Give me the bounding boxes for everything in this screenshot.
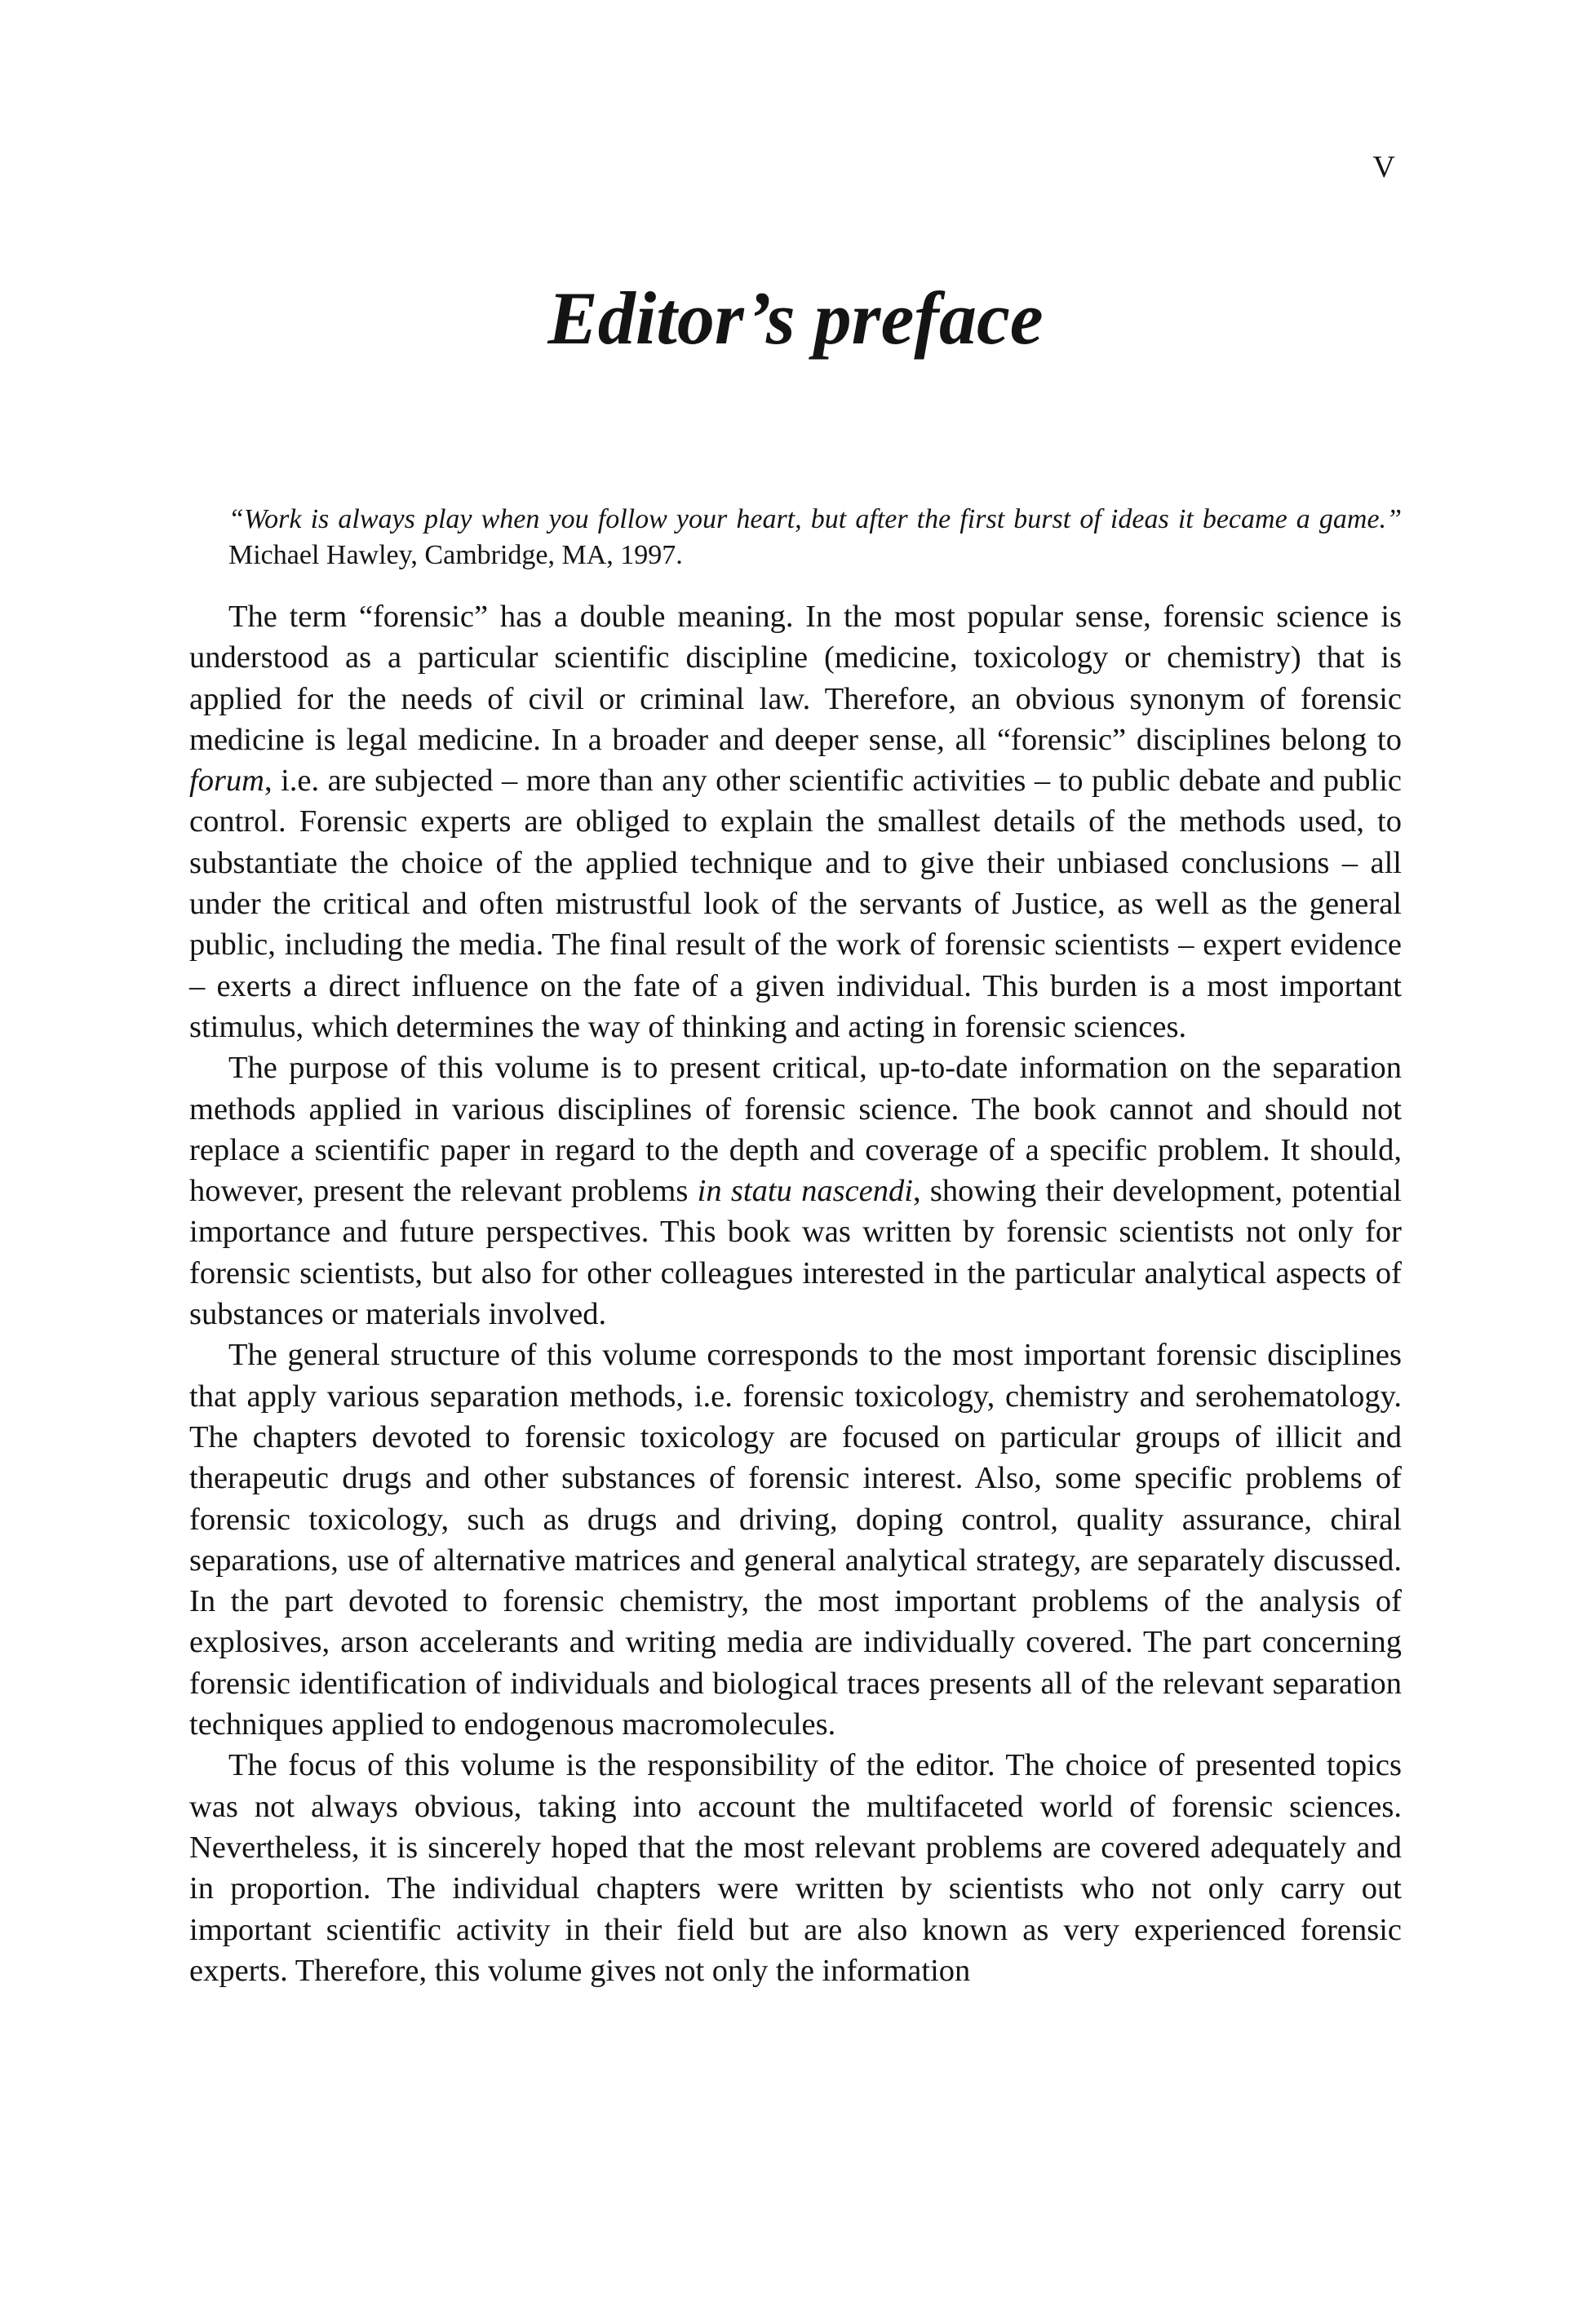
- paragraph-text: The purpose of this volume is to present critical, up-to-date information on the separation methods applied in various disciplines of forensic science. The book cannot and should not replace a scientific paper in regard to the depth and coverage of a specific problem. It should, however, present the relevant problems: [189, 1051, 1402, 1209]
- paragraph-text: The term “forensic” has a double meaning. In the most popular sense, forensic science is understood as a particular scientific discipline (medicine, toxicology or chemistry) that is applied for the needs of civil or criminal law. Therefore, an obvious synonym of forensic medicine is legal medicine. In a broader and deeper sense, all “forensic” disciplines belong to: [189, 600, 1402, 757]
- body-paragraph: [189, 1047, 1402, 1335]
- italic-term: forum: [189, 764, 264, 799]
- page-title: Editor’s preface: [547, 277, 1044, 360]
- paragraph-text: , showing their development, potential importance and future perspectives. This book was written by forensic scientists not only for forensic scientists, but also for other colleagues interested in the particular analytical aspects of substances or materials involved.: [189, 1174, 1403, 1332]
- italic-term: in statu nascendi: [697, 1174, 913, 1209]
- body-paragraph: [189, 1335, 1402, 1745]
- body-text: [189, 502, 1402, 1991]
- epigraph: [189, 502, 1402, 573]
- paragraph-text: , i.e. are subjected – more than any other scientific activities – to public debate and public control. Forensic experts are obliged to explain the smallest details of the methods used, to substantiate the choice of the applied technique and to give their unbiased conclusions – all under the critical and often mistrustful look of the servants of Justice, as well as the general public, including the media. The final result of the work of forensic scientists – expert evidence – exerts a direct influence on the fate of a given individual. This burden is a most important stimulus, which determines the way of thinking and acting in forensic sciences.: [189, 764, 1402, 1044]
- paragraph-text: The focus of this volume is the responsibility of the editor. The choice of presented topics was not always obvious, taking into account the multifaceted world of forensic sciences. Nevertheless, it is sincerely hoped that the most relevant problems are covered adequately and in proportion. The individual chapters were written by scientists who not only carry out important scientific activity in their field but are also known as very experienced forensic experts. Therefore, this volume gives not only the information: [189, 1748, 1402, 1988]
- epigraph-quote: “Work is always play when you follow your heart, but after the first burst of ideas it became a game.”: [228, 504, 1402, 534]
- epigraph-attribution: Michael Hawley, Cambridge, MA, 1997.: [228, 540, 683, 570]
- body-paragraph: [189, 1745, 1402, 1991]
- paragraph-text: The general structure of this volume corresponds to the most important forensic disciplines that apply various separation methods, i.e. forensic toxicology, chemistry and serohematology. The chapters devoted to forensic toxicology are focused on particular groups of illicit and therapeutic drugs and other substances of forensic interest. Also, some specific problems of forensic toxicology, such as drugs and driving, doping control, quality assurance, chiral separations, use of alternative matrices and general analytical strategy, are separately discussed. In the part devoted to forensic chemistry, the most important problems of the analysis of explosives, arson accelerants and writing media are individually covered. The part concerning forensic identification of individuals and biological traces presents all of the relevant separation techniques applied to endogenous macromolecules.: [189, 1338, 1402, 1742]
- body-paragraph: [189, 596, 1402, 1047]
- paragraph-list: [189, 596, 1402, 1991]
- page-number: V: [1372, 150, 1395, 184]
